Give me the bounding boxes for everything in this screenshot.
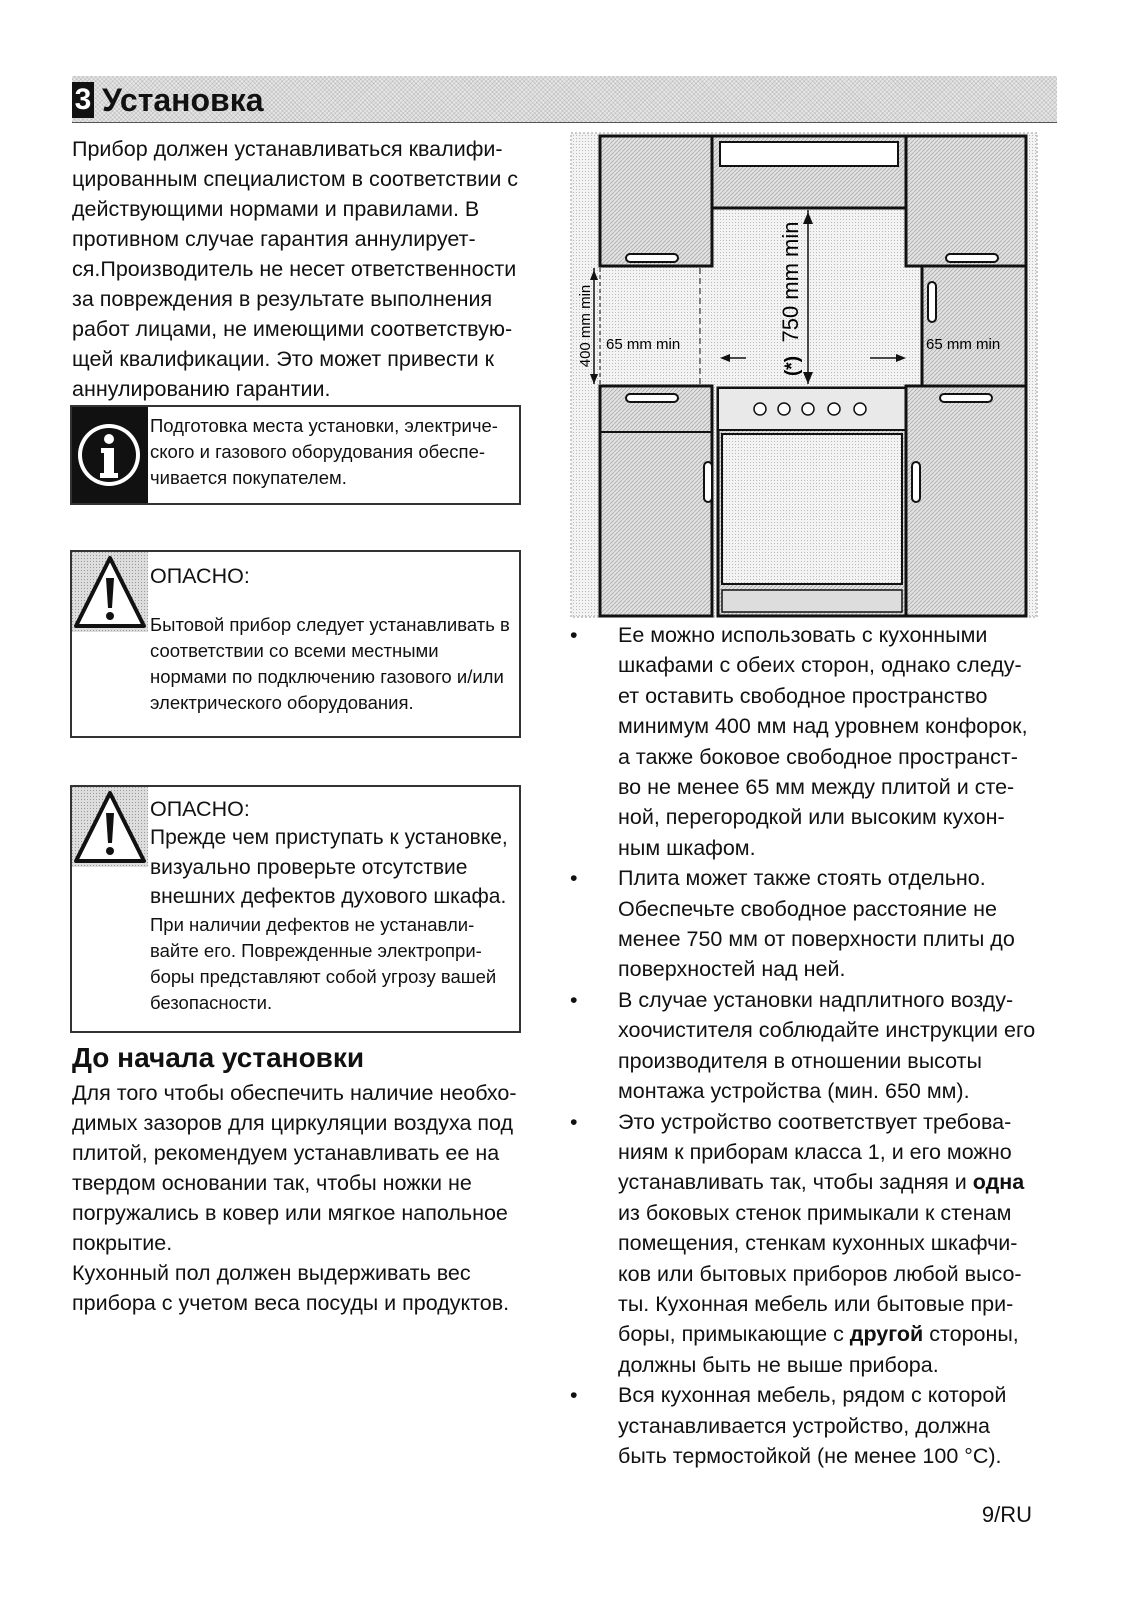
label-65-right: 65 mm min [926,336,1001,353]
tall-right-cabinet [922,266,1026,386]
label-65-left: 65 mm min [606,336,681,353]
installation-diagram [570,132,1040,625]
bullet-text-part: из боковых стенок примыкали к стенам помещения, стенкам кухонных шкафчи-ков или бытовых приборов любой высо-ты. Кухонная мебель или бытовые при-боры, примыкающие с [618,1200,1022,1347]
list-item [570,1107,1040,1381]
page-number: 9/RU [981,1502,1032,1527]
section-subheading: До начала установки [72,1042,365,1073]
list-item [570,985,1040,1107]
range-hood [712,136,906,208]
bullet-text-part: стороны, должны быть не выше прибора. [618,1322,1019,1377]
bullet-text: Вся кухонная мебель, рядом с которой устанавливается устройство, должна быть термостойкой (не менее 100 °C). [618,1383,1007,1468]
bullet-text: Плита может также стоять отдельно. Обеспечьте свободное расстояние не менее 750 мм от поверхности плиты до поверхностей над ней. [618,866,1015,982]
warning-icon [72,552,148,637]
label-star: (*) [782,355,803,377]
label-400: 400 mm min [577,284,594,368]
warning-icon [72,787,148,872]
warning-heading: ОПАСНО: [150,797,250,821]
list-item [570,620,1040,863]
bullet-text-part: Это устройство соответствует требова-ниям к приборам класса 1, и его можно устанавливать так, чтобы задняя и [618,1109,1012,1195]
upper-right-cabinet [906,136,1026,266]
bullet-symbol: • [570,1109,578,1134]
bullet-symbol: • [570,1383,578,1408]
warning-heading: ОПАСНО: [150,564,250,588]
installation-bullet-list [570,620,1040,1471]
bullet-text: Ее можно использовать с кухонными шкафами с обеих сторон, однако следу-ет оставить свободное пространство минимум 400 мм над уровнем конфорок, а также боковое свободное пространст-во не менее 65 мм между плитой и сте-ной, перегородкой или высоким кухон-ным шкафом. [618,623,1028,860]
bullet-symbol: • [570,623,578,647]
section-paragraph-1: Для того чтобы обеспечить наличие необхо-димых зазоров для циркуляции воздуха под плитой, рекомендуем устанавливать ее на твердом основании так, чтобы ножки не погружались в ковер или мягкое напольное покрытие. [72,1081,517,1255]
stove [718,388,906,616]
bullet-text: В случае установки надплитного возду-хоочистителя соблюдайте инструкции его производителя в отношении высоты монтажа устройства (мин. 650 мм). [618,987,1036,1104]
bullet-symbol: • [570,987,578,1012]
warning-text: Бытовой прибор следует устанавливать в соответствии со всеми местными нормами по подключению газового и/или электрического оборудования. [150,614,510,713]
lower-left-cabinet [600,386,712,616]
section-title: Установка [102,82,264,118]
info-box-text: Подготовка места установки, электриче-ского и газового оборудования обеспе-чивается покупателем. [150,415,498,488]
info-box [70,405,521,505]
section-number: 3 [72,82,94,118]
bullet-text-bold: одна [972,1170,1025,1195]
warning-text-large: Прежде чем приступать к установке, визуально проверьте отсутствие внешних дефектов духового шкафа. [150,826,508,908]
section-header [72,76,1057,123]
list-item [570,863,1040,985]
bullet-text-bold: другой [849,1322,924,1347]
warning-box-2-content [150,795,513,1016]
lower-right-cabinet [906,386,1026,616]
list-item [570,1380,1040,1471]
warning-box-2 [70,785,521,1033]
warning-box-1-content [150,562,513,716]
warning-text-small: При наличии дефектов не устанавли-вайте его. Поврежденные электропри-боры представляют собой угрозу вашей безопасности. [150,913,497,1013]
intro-paragraph: Прибор должен устанавливаться квалифи-цированным специалистом в соответствии с действующими нормами и правилами. В противном случае гарантия аннулирует-ся.Производитель не несет ответственности за повреждения в результате выполнения работ лицами, не имеющими соответствую-щей квалификации. Это может привести к аннулированию гарантии. [72,137,519,401]
section-paragraph-2: Кухонный пол должен выдерживать вес прибора с учетом веса посуды и продуктов. [72,1261,510,1315]
info-icon [72,407,148,508]
label-750: 750 mm min [778,221,803,343]
upper-left-cabinet [600,136,712,266]
bullet-symbol: • [570,866,578,891]
warning-box-1 [70,550,521,738]
